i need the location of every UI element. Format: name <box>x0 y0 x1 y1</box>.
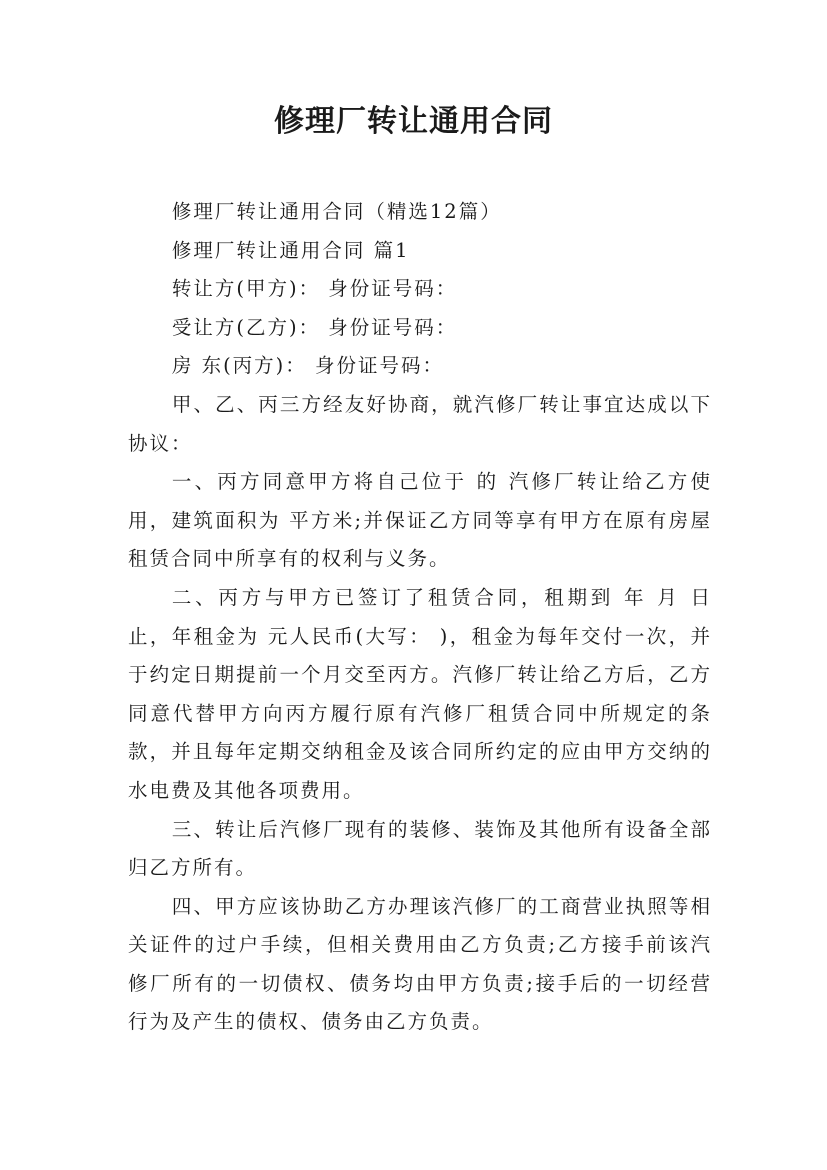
paragraph-preamble: 甲、乙、丙三方经友好协商，就汽修厂转让事宜达成以下协议： <box>128 392 712 455</box>
paragraph-clause-2: 二、丙方与甲方已签订了租赁合同，租期到 年 月 日止，年租金为 元人民币(大写： )，租金为每年交付一次，并于约定日期提前一个月交至丙方。汽修厂转让给乙方后，乙方同意代替甲方向丙方履行原有汽修厂租赁合同中所规定的条款，并且每年定期交纳租金及该合同所约定的应由甲方交纳的水电费及其他各项费用。 <box>128 585 712 802</box>
paragraph-section-heading: 修理厂转让通用合同 篇1 <box>171 238 410 262</box>
paragraph-party-b: 受让方(乙方)： 身份证号码： <box>171 315 458 339</box>
paragraph-clause-3: 三、转让后汽修厂现有的装修、装饰及其他所有设备全部归乙方所有。 <box>128 817 712 880</box>
paragraph-subtitle: 修理厂转让通用合同（精选12篇） <box>171 200 502 223</box>
paragraph-clause-4: 四、甲方应该协助乙方办理该汽修厂的工商营业执照等相关证件的过户手续，但相关费用由乙方负责;乙方接手前该汽修厂所有的一切债权、债务均由甲方负责;接手后的一切经营行为及产生的债权、债务由乙方负责。 <box>128 894 712 1034</box>
paragraph-party-a: 转让方(甲方)： 身份证号码： <box>171 277 458 301</box>
paragraph-clause-1: 一、丙方同意甲方将自己位于 的 汽修厂转让给乙方使用，建筑面积为 平方米;并保证乙方同等享有甲方在原有房屋租赁合同中所享有的权利与义务。 <box>128 470 712 571</box>
paragraph-party-c: 房 东(丙方)： 身份证号码： <box>171 354 444 378</box>
document-body <box>128 193 712 1042</box>
document-title: 修理厂转让通用合同 <box>274 104 553 139</box>
